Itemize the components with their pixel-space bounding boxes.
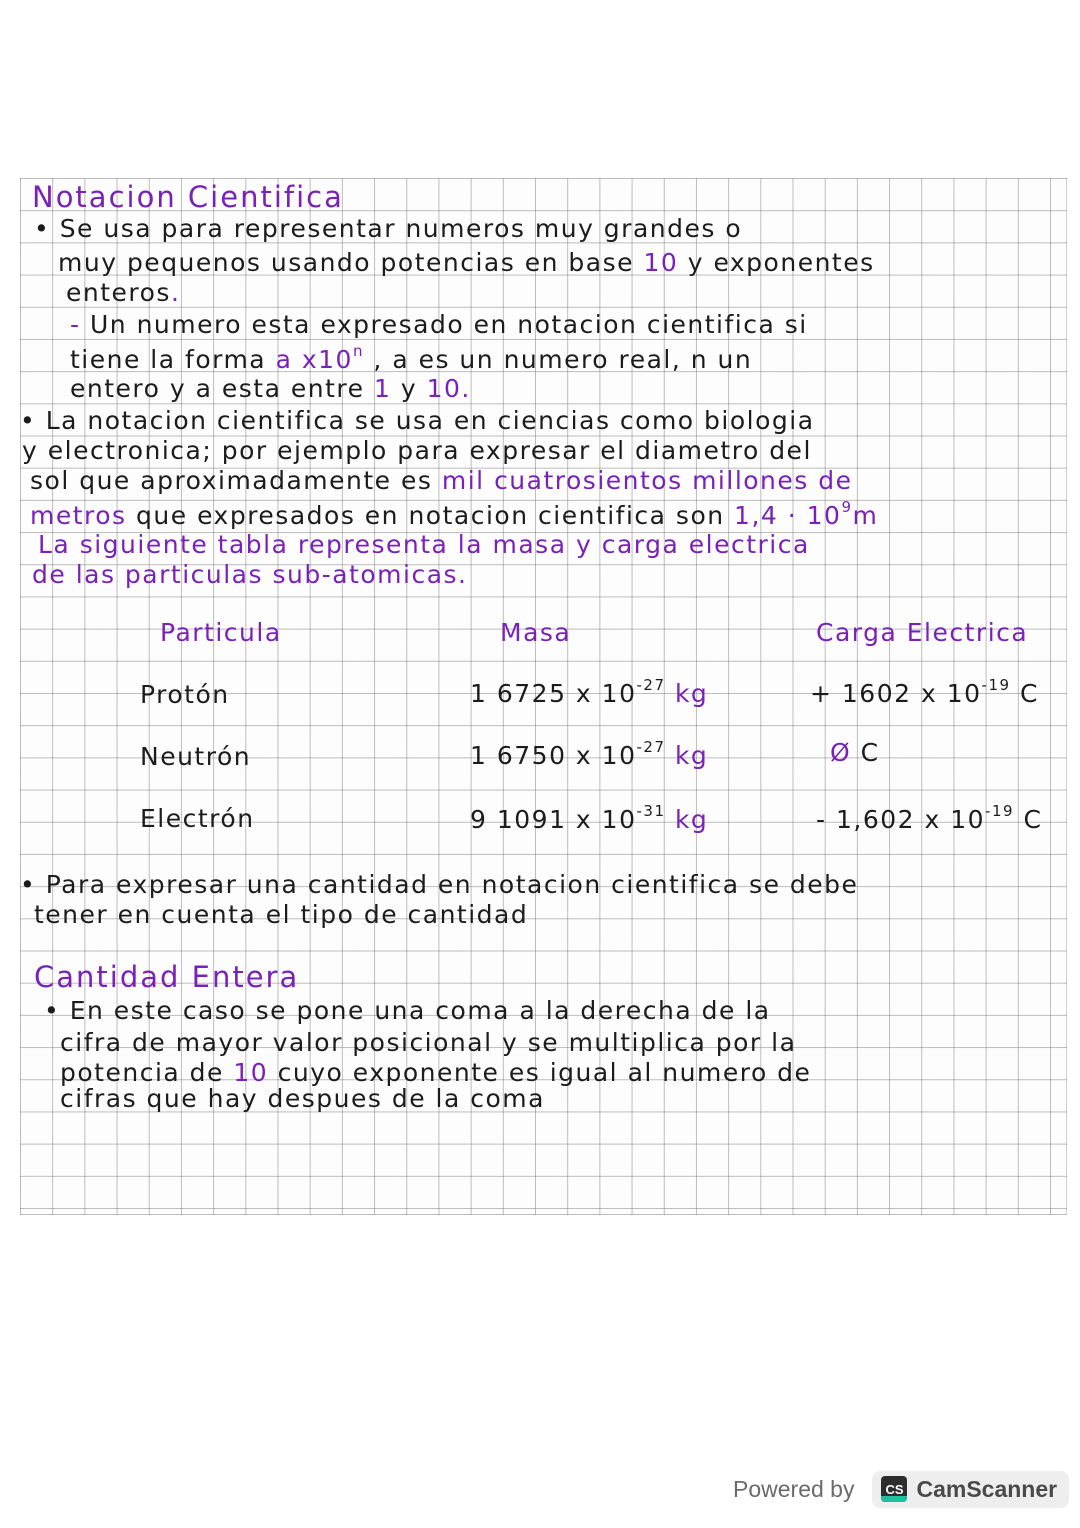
text-span: y bbox=[400, 374, 418, 403]
text-span: , a es un numero real, n un bbox=[373, 345, 753, 374]
mass-unit: kg bbox=[674, 679, 709, 708]
text-span: cuyo exponente es igual al numero de bbox=[277, 1058, 812, 1087]
text-span: entero y a esta entre bbox=[70, 374, 365, 403]
value-unit: m bbox=[852, 501, 879, 530]
text-line-6 bbox=[70, 374, 471, 403]
text-para2-line-2: tener en cuenta el tipo de cantidad bbox=[34, 900, 529, 929]
mass-exponent: -27 bbox=[636, 738, 666, 756]
charge-unit: C bbox=[1019, 679, 1039, 708]
range-low: 1 bbox=[373, 374, 392, 403]
text-span: y exponentes bbox=[687, 248, 875, 277]
mass-base: 1 6725 x 10 bbox=[470, 679, 637, 708]
text-line-8: y electronica; por ejemplo para expresar el diametro del bbox=[22, 436, 812, 465]
text-para2-line-1: • Para expresar una cantidad en notacion cientifica se debe bbox=[20, 870, 859, 899]
text-para3-line-1: • En este caso se pone una coma a la derecha de la bbox=[44, 996, 771, 1025]
highlight-ten: 10 bbox=[233, 1058, 269, 1087]
text-line-1: • Se usa para representar numeros muy grandes o bbox=[34, 214, 743, 243]
text-line-11: La siguiente tabla representa la masa y carga electrica bbox=[38, 530, 810, 559]
value-base: 1,4 · 10 bbox=[734, 501, 842, 530]
mass-exponent: -31 bbox=[636, 802, 666, 820]
text-para3-line-2: cifra de mayor valor posicional y se multiplica por la bbox=[60, 1028, 797, 1057]
text-span: tiene la forma bbox=[70, 345, 267, 374]
text-span: muy pequenos usando potencias en base bbox=[58, 248, 634, 277]
text-line-12: de las particulas sub-atomicas. bbox=[32, 560, 468, 589]
mass-base: 1 6750 x 10 bbox=[470, 741, 637, 770]
highlight-ten: 10 bbox=[643, 248, 679, 277]
watermark-brand: CamScanner bbox=[916, 1475, 1058, 1502]
table-cell-charge bbox=[810, 676, 1039, 708]
formula-exponent: n bbox=[352, 342, 364, 360]
text-span: sol que aproximadamente es bbox=[30, 466, 433, 495]
formula-a-x10n bbox=[275, 342, 364, 374]
table-header-carga: Carga Electrica bbox=[816, 618, 1029, 647]
mass-unit: kg bbox=[674, 805, 709, 834]
range-high: 10. bbox=[426, 374, 471, 403]
text-line-5 bbox=[70, 342, 752, 374]
text-line-4 bbox=[70, 310, 808, 339]
section-title-cantidad-entera: Cantidad Entera bbox=[34, 960, 300, 994]
watermark-prefix: Powered by bbox=[733, 1475, 855, 1502]
table-header-masa: Masa bbox=[500, 618, 572, 647]
text-line-3 bbox=[66, 278, 180, 307]
formula-base: a x10 bbox=[275, 345, 353, 374]
charge-exponent: -19 bbox=[985, 802, 1015, 820]
table-header-particula: Particula bbox=[160, 618, 282, 647]
page-title: Notacion Cientifica bbox=[32, 180, 344, 214]
charge-exponent: -19 bbox=[981, 676, 1011, 694]
text-line-9 bbox=[30, 466, 853, 495]
mass-unit: kg bbox=[674, 741, 709, 770]
text-para3-line-4: cifras que hay despues de la coma bbox=[60, 1084, 545, 1113]
mass-exponent: -27 bbox=[636, 676, 666, 694]
camscanner-watermark bbox=[733, 1468, 1069, 1510]
highlight-quantity: mil cuatrosientos millones de bbox=[441, 466, 853, 495]
highlight-metros: metros bbox=[30, 501, 127, 530]
value-exponent: 9 bbox=[841, 498, 853, 516]
table-cell-charge bbox=[830, 738, 880, 767]
sun-diameter-value bbox=[734, 498, 879, 530]
charge-unit: C bbox=[1023, 805, 1043, 834]
table-cell-mass bbox=[470, 738, 708, 770]
grid-notebook-page bbox=[20, 178, 1067, 1215]
mass-base: 9 1091 x 10 bbox=[470, 805, 637, 834]
charge-base: - 1,602 x 10 bbox=[816, 805, 986, 834]
camscanner-badge bbox=[872, 1471, 1069, 1508]
charge-unit: C bbox=[860, 738, 880, 767]
text-line-10 bbox=[30, 498, 878, 530]
zero-charge-symbol: Ø bbox=[830, 738, 852, 767]
period-mark: . bbox=[170, 278, 181, 307]
table-cell-charge bbox=[816, 802, 1042, 834]
text-span: que expresados en notacion cientifica son bbox=[136, 501, 725, 530]
text-span: enteros bbox=[66, 278, 171, 307]
text-line-7: • La notacion cientifica se usa en ciencias como biologia bbox=[20, 406, 815, 435]
text-line-2 bbox=[58, 248, 875, 277]
table-cell-mass bbox=[470, 676, 708, 708]
table-cell-particle: Electrón bbox=[140, 804, 255, 833]
text-span: potencia de bbox=[60, 1058, 224, 1087]
dash-bullet: - bbox=[70, 310, 81, 339]
text-span: Un numero esta expresado en notacion cientifica si bbox=[89, 310, 808, 339]
charge-base: + 1602 x 10 bbox=[810, 679, 982, 708]
table-cell-particle: Protón bbox=[140, 680, 230, 709]
text-para3-line-3 bbox=[60, 1058, 811, 1087]
table-cell-particle: Neutrón bbox=[140, 742, 252, 771]
camscanner-logo-icon: CS bbox=[881, 1476, 907, 1502]
table-cell-mass bbox=[470, 802, 708, 834]
